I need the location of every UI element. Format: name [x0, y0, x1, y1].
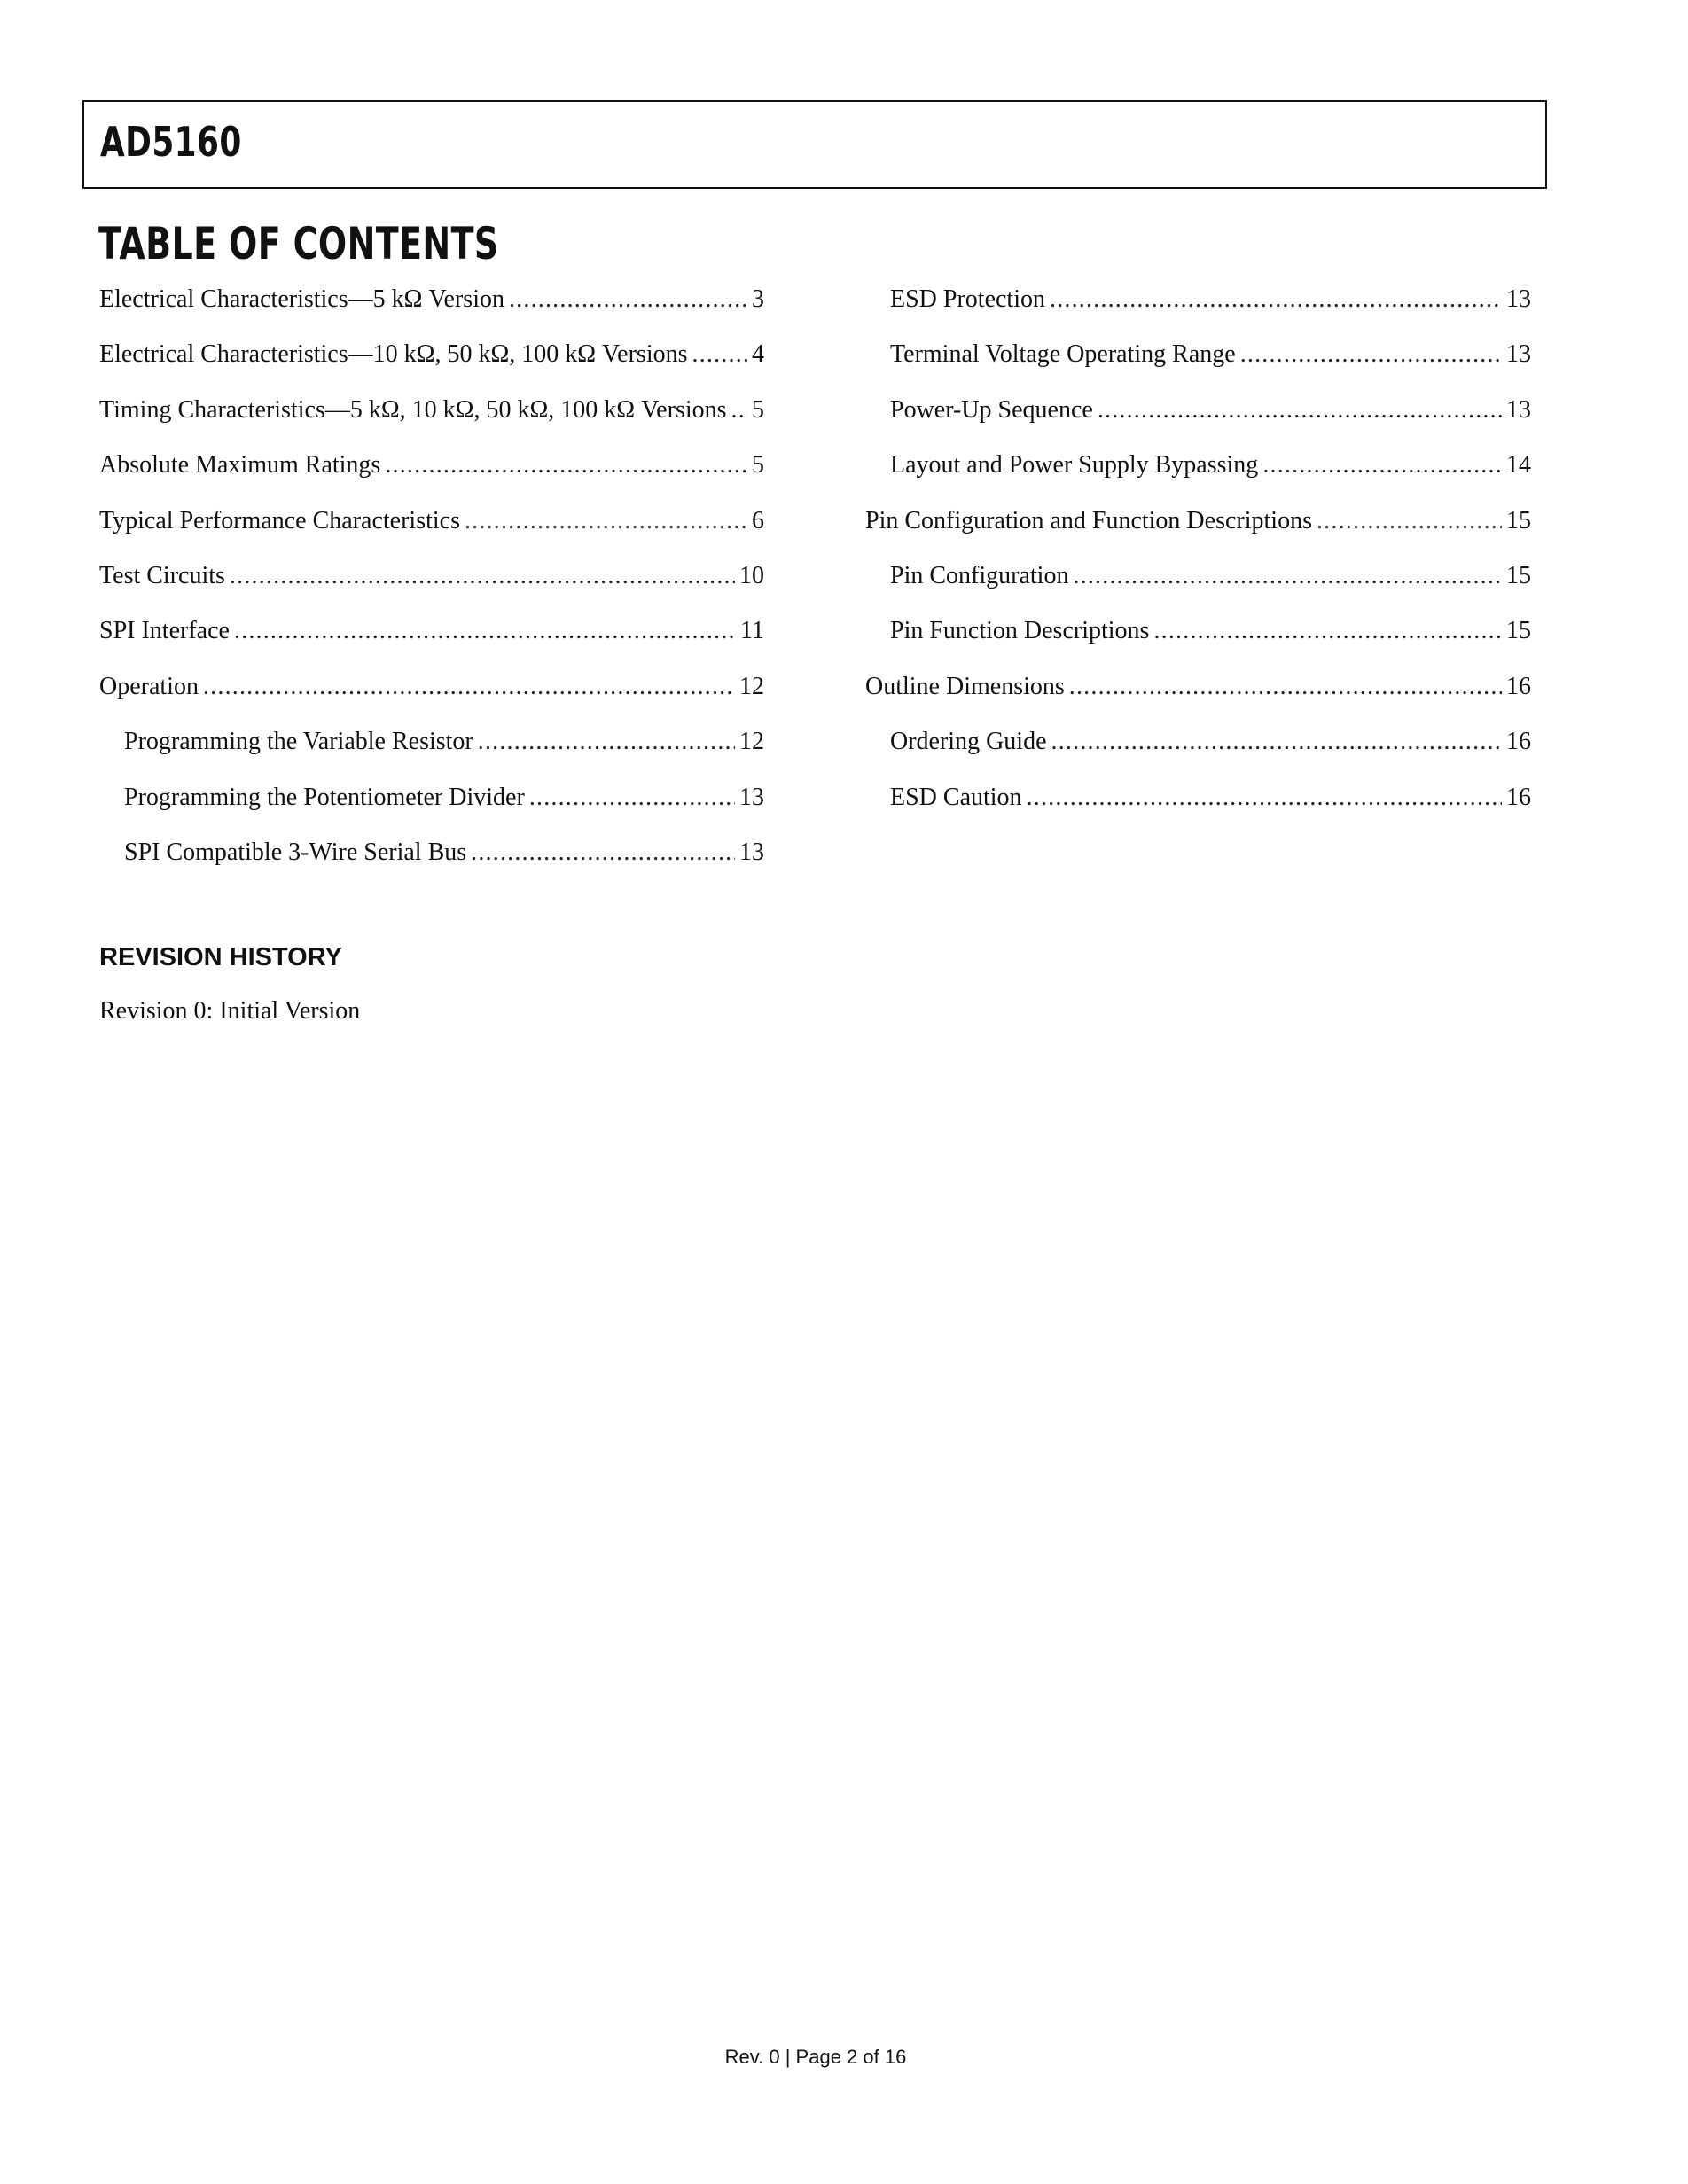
toc-entry-label: SPI Interface: [99, 617, 230, 645]
toc-entry-label: Terminal Voltage Operating Range: [890, 340, 1236, 369]
header-box: [82, 100, 1547, 189]
toc-entry-page: 13: [739, 783, 764, 811]
toc-title: TABLE OF CONTENTS: [98, 218, 499, 269]
toc-entry-label: Typical Performance Characteristics: [99, 506, 460, 534]
toc-leader-dots: [471, 833, 735, 872]
toc-entry[interactable]: [865, 391, 1531, 446]
toc-entry-label: Operation: [99, 672, 199, 700]
toc-entry-page: 13: [739, 838, 764, 866]
toc-leader-dots: [230, 557, 735, 596]
toc-entry-label: Power-Up Sequence: [890, 395, 1093, 424]
toc-entry-page: 15: [1506, 561, 1531, 589]
toc-entry[interactable]: [865, 280, 1531, 335]
toc-right-column: [865, 280, 1531, 833]
toc-entry-page: 6: [752, 506, 764, 534]
toc-leader-dots: [1098, 391, 1502, 430]
toc-entry-label: Programming the Variable Resistor: [124, 728, 473, 756]
toc-entry[interactable]: [99, 722, 764, 777]
toc-entry[interactable]: [99, 778, 764, 833]
toc-leader-dots: [731, 391, 747, 430]
toc-entry-label: SPI Compatible 3-Wire Serial Bus: [124, 838, 467, 866]
toc-entry-page: 14: [1506, 451, 1531, 480]
toc-leader-dots: [509, 280, 747, 319]
toc-entry-page: 13: [1506, 395, 1531, 424]
toc-entry-label: ESD Protection: [890, 285, 1045, 313]
part-number: AD5160: [100, 118, 242, 166]
toc-leader-dots: [385, 446, 747, 485]
toc-entry[interactable]: [865, 612, 1531, 667]
toc-entry[interactable]: [99, 667, 764, 722]
toc-entry[interactable]: [865, 667, 1531, 722]
toc-entry-page: 10: [739, 561, 764, 589]
toc-entry[interactable]: [99, 557, 764, 612]
revision-history-text: Revision 0: Initial Version: [99, 997, 361, 1025]
toc-leader-dots: [203, 667, 735, 706]
toc-entry-page: 16: [1506, 728, 1531, 756]
toc-entry-page: 13: [1506, 285, 1531, 313]
toc-entry-label: Pin Function Descriptions: [890, 617, 1150, 645]
toc-leader-dots: [692, 335, 748, 374]
toc-leader-dots: [529, 778, 735, 817]
toc-entry-label: Electrical Characteristics—10 kΩ, 50 kΩ, 100 kΩ Versions: [99, 340, 688, 369]
toc-leader-dots: [478, 722, 735, 761]
toc-entry-page: 15: [1506, 617, 1531, 645]
toc-entry[interactable]: [99, 335, 764, 390]
toc-leader-dots: [1262, 446, 1502, 485]
toc-entry-label: Pin Configuration: [890, 561, 1069, 589]
toc-entry-page: 16: [1506, 672, 1531, 700]
toc-leader-dots: [1027, 778, 1502, 817]
toc-leader-dots: [1051, 722, 1502, 761]
toc-entry[interactable]: [99, 446, 764, 501]
toc-entry-label: Timing Characteristics—5 kΩ, 10 kΩ, 50 kΩ, 100 kΩ Versions: [99, 395, 727, 424]
toc-entry-page: 5: [752, 451, 764, 480]
toc-entry-label: Programming the Potentiometer Divider: [124, 783, 525, 811]
toc-entry-page: 4: [752, 340, 764, 369]
revision-history-heading: REVISION HISTORY: [99, 943, 342, 971]
toc-left-column: [99, 280, 764, 888]
toc-entry-label: Absolute Maximum Ratings: [99, 451, 381, 480]
toc-entry-page: 12: [739, 728, 764, 756]
toc-entry-label: Outline Dimensions: [865, 672, 1065, 700]
toc-entry-label: ESD Caution: [890, 783, 1022, 811]
toc-entry[interactable]: [865, 335, 1531, 390]
toc-entry[interactable]: [865, 557, 1531, 612]
toc-entry-label: Ordering Guide: [890, 728, 1047, 756]
toc-entry-label: Layout and Power Supply Bypassing: [890, 451, 1259, 480]
toc-leader-dots: [1050, 280, 1502, 319]
toc-entry-label: Pin Configuration and Function Descriptions: [865, 506, 1312, 534]
toc-leader-dots: [465, 502, 747, 541]
page-footer: Rev. 0 | Page 2 of 16: [724, 2046, 907, 2068]
toc-entry[interactable]: [99, 833, 764, 888]
toc-entry[interactable]: [99, 280, 764, 335]
toc-leader-dots: [1069, 667, 1502, 706]
toc-leader-dots: [1073, 557, 1502, 596]
toc-entry[interactable]: [865, 722, 1531, 777]
toc-leader-dots: [234, 612, 736, 651]
toc-entry[interactable]: [99, 391, 764, 446]
toc-entry-page: 5: [752, 395, 764, 424]
toc-leader-dots: [1317, 502, 1502, 541]
toc-entry-page: 13: [1506, 340, 1531, 369]
toc-entry-page: 16: [1506, 783, 1531, 811]
toc-entry[interactable]: [865, 502, 1531, 557]
toc-entry[interactable]: [865, 446, 1531, 501]
toc-entry-page: 11: [740, 617, 764, 645]
toc-entry[interactable]: [99, 612, 764, 667]
toc-leader-dots: [1240, 335, 1502, 374]
toc-entry-page: 15: [1506, 506, 1531, 534]
toc-entry[interactable]: [99, 502, 764, 557]
toc-entry-label: Test Circuits: [99, 561, 225, 589]
toc-entry-page: 3: [752, 285, 764, 313]
toc-leader-dots: [1153, 612, 1502, 651]
toc-entry-label: Electrical Characteristics—5 kΩ Version: [99, 285, 504, 313]
toc-entry-page: 12: [739, 672, 764, 700]
toc-entry[interactable]: [865, 778, 1531, 833]
